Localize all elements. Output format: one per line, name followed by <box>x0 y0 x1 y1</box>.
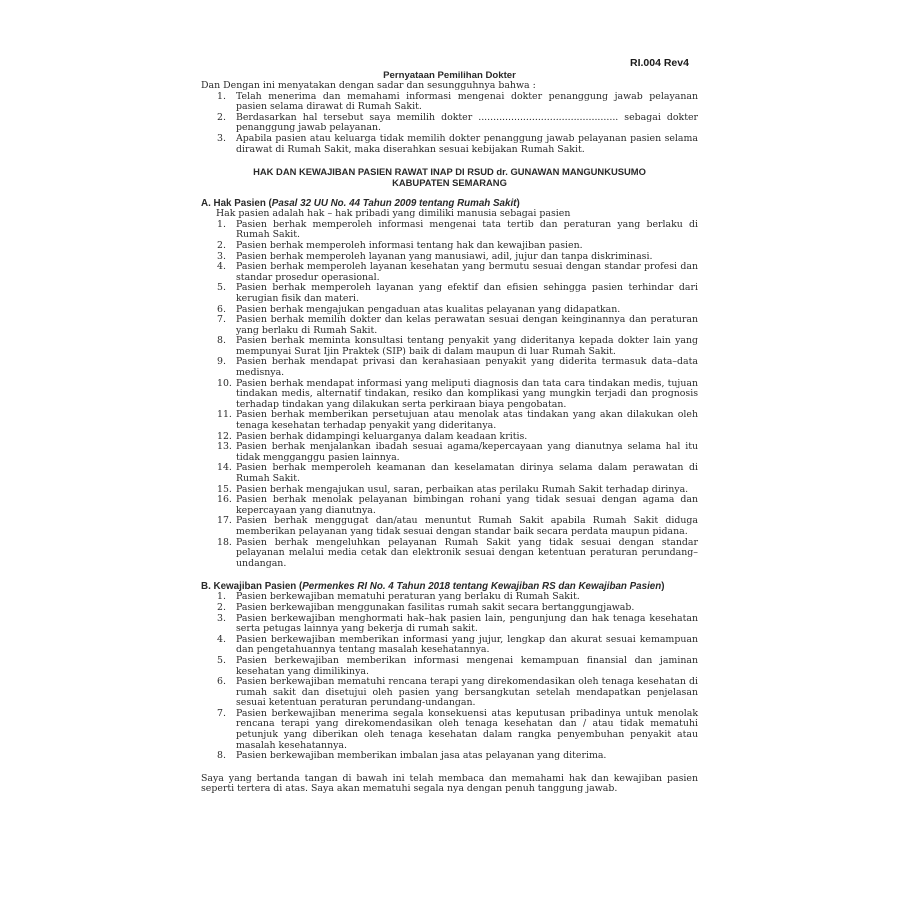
list-item <box>201 379 698 411</box>
item-text: Pasien berhak mengajukan usul, saran, perbaikan atas perilaku Rumah Sakit terhadap dirinya. <box>236 483 689 495</box>
list-item <box>201 614 698 635</box>
item-text: Pasien berkewajiban mematuhi rencana terapi yang direkomendasikan oleh tenaga kesehatan di rumah sakit dan disetujui oleh pasien yang bersangkutan setelah mendapatkan penjelasan sesuai ketentuan peraturan perundang-undangan. <box>236 676 698 709</box>
item-text: Pasien berhak mengeluhkan pelayanan Rumah Sakit yang tidak sesuai dengan standar pelayanan melalui media cetak dan elektronik sesuai dengan ketentuan peraturan perundang–undangan. <box>236 536 698 569</box>
item-text: Pasien berkewajiban menghormati hak–hak pasien lain, pengunjung dan hak tenaga kesehatan serta petugas lainnya yang bekerja di rumah sakit. <box>236 612 698 635</box>
item-text: Pasien berhak didampingi keluarganya dalam keadaan kritis. <box>236 430 528 442</box>
section-a-close: ) <box>516 198 520 210</box>
list-item <box>201 220 698 241</box>
item-number: 16. <box>217 494 232 506</box>
closing-statement: Saya yang bertanda tangan di bawah ini telah membaca dan memahami hak dan kewajiban pasien seperti tertera di atas. Saya akan mematuhi segala nya dengan penuh tanggung jawab. <box>201 772 698 795</box>
list-item <box>201 538 698 570</box>
list-item <box>201 315 698 336</box>
list-item <box>201 709 698 751</box>
item-text: Pasien berhak memperoleh informasi mengenai tata tertib dan peraturan yang berlaku di Rumah Sakit. <box>236 218 698 241</box>
section-a-label: A. Hak Pasien ( <box>201 198 272 210</box>
item-text: Pasien berhak meminta konsultasi tentang penyakit yang dideritanya kepada dokter lain yang mempunyai Surat Ijin Praktek (SIP) baik di dalam maupun di luar Rumah Sakit. <box>236 335 698 357</box>
list-item <box>201 751 698 762</box>
list-item <box>201 656 698 677</box>
list-item <box>201 463 698 484</box>
list-item <box>201 283 698 304</box>
item-number: 14. <box>217 462 232 474</box>
list-item <box>201 262 698 283</box>
item-number: 1. <box>217 591 226 603</box>
item-text: Pasien berkewajiban memberikan imbalan jasa atas pelayanan yang diterima. <box>236 750 607 762</box>
item-number: 15. <box>217 483 232 495</box>
item-text: Pasien berhak memperoleh layanan kesehatan yang bermutu sesuai dengan standar profesi dan standar prosedur operasional. <box>236 261 698 283</box>
item-number: 8. <box>217 750 226 762</box>
choice-intro: Dan Dengan ini menyatakan dengan sadar dan sesungguhnya bahwa : <box>201 80 536 91</box>
list-item <box>201 442 698 463</box>
item-text: Berdasarkan hal tersebut saya memilih dokter ............................................... sebagai dokter penanggung jawab pelayanan. <box>236 111 698 134</box>
list-item <box>201 134 698 155</box>
obligations-list <box>201 592 698 762</box>
section-a-reference: Pasal 32 UU No. 44 Tahun 2009 tentang Rumah Sakit <box>271 198 517 210</box>
item-number: 7. <box>217 707 226 719</box>
list-item <box>201 635 698 656</box>
item-number: 10. <box>217 377 232 389</box>
item-text: Pasien berkewajiban menerima segala konsekuensi atas keputusan pribadinya untuk menolak rencana terapi yang direkomendasikan oleh tenaga kesehatan dan / atau tidak mematuhi petunjuk yang diberikan oleh tenaga kesehatan dalam rangka penyembuhan penyakit atau masalah kesehatannya. <box>236 707 698 751</box>
choice-title: Pernyataan Pemilihan Dokter <box>383 70 516 81</box>
item-number: 4. <box>217 261 226 273</box>
section-b-close: ) <box>661 581 665 593</box>
list-item <box>201 357 698 378</box>
item-text: Pasien berhak mengajukan pengaduan atas kualitas pelayanan yang didapatkan. <box>236 303 621 315</box>
item-number: 11. <box>217 409 232 421</box>
item-text: Pasien berhak memberikan persetujuan atau menolak atas tindakan yang akan dilakukan oleh tenaga kesehatan terhadap penyakit yang dideritanya. <box>236 409 698 432</box>
document-body <box>201 70 698 795</box>
item-text: Pasien berkewajiban memberikan informasi mengenai kemampuan finansial dan jaminan kesehatan yang dimilikinya. <box>236 654 698 677</box>
item-number: 2. <box>217 111 226 123</box>
section-a-intro: Hak pasien adalah hak – hak pribadi yang dimiliki manusia sebagai pasien <box>216 208 571 220</box>
item-text: Pasien berkewajiban mematuhi peraturan yang berlaku di Rumah Sakit. <box>236 591 580 603</box>
item-number: 1. <box>217 90 226 102</box>
item-text: Pasien berhak memperoleh keamanan dan keselamatan dirinya selama dalam perawatan di Rumah Sakit. <box>236 462 698 484</box>
item-number: 4. <box>217 633 226 645</box>
item-number: 7. <box>217 314 226 326</box>
list-item <box>201 677 698 709</box>
choice-list <box>201 92 698 156</box>
item-number: 9. <box>217 356 226 368</box>
item-text: Pasien berhak memilih dokter dan kelas perawatan sesuai dengan keinginannya dan peraturan yang berlaku di Rumah Sakit. <box>236 314 698 336</box>
item-number: 13. <box>217 441 232 453</box>
document-code: RI.004 Rev4 <box>630 57 689 69</box>
section-b-label: B. Kewajiban Pasien ( <box>201 581 303 593</box>
item-number: 3. <box>217 132 226 144</box>
item-number: 6. <box>217 676 226 688</box>
item-text: Pasien berhak memperoleh layanan yang efektif dan efisien sehingga pasien terhindar dari kerugian fisik dan materi. <box>236 282 698 304</box>
list-item <box>201 410 698 431</box>
rights-list <box>201 220 698 570</box>
list-item <box>201 336 698 357</box>
item-number: 1. <box>217 218 226 230</box>
item-number: 12. <box>217 430 232 442</box>
item-text: Pasien berkewajiban menggunakan fasilitas rumah sakit secara bertanggungjawab. <box>236 601 635 613</box>
item-number: 18. <box>217 536 232 548</box>
item-text: Pasien berhak memperoleh layanan yang manusiawi, adil, jujur dan tanpa diskriminasi. <box>236 250 653 262</box>
list-item <box>201 92 698 113</box>
item-text: Pasien berhak menolak pelayanan bimbingan rohani yang tidak sesuai dengan agama dan kepercayaan yang dianutnya. <box>236 494 698 516</box>
item-number: 2. <box>217 239 226 251</box>
list-item <box>201 495 698 516</box>
item-number: 6. <box>217 303 226 315</box>
item-text: Apabila pasien atau keluarga tidak memilih dokter penanggung jawab pelayanan pasien selama dirawat di Rumah Sakit, maka diserahkan sesuai kebijakan Rumah Sakit. <box>236 132 698 155</box>
rights-heading-line1: HAK DAN KEWAJIBAN PASIEN RAWAT INAP DI RSUD dr. GUNAWAN MANGUNKUSUMO <box>253 166 646 178</box>
item-number: 17. <box>217 515 232 527</box>
item-number: 8. <box>217 335 226 347</box>
item-number: 2. <box>217 601 226 613</box>
item-number: 3. <box>217 250 226 262</box>
rights-heading-line2: KABUPATEN SEMARANG <box>392 177 507 189</box>
item-number: 3. <box>217 612 226 624</box>
item-text: Telah menerima dan memahami informasi mengenai dokter penanggung jawab pelayanan pasien selama dirawat di Rumah Sakit. <box>236 90 698 113</box>
item-text: Pasien berhak memperoleh informasi tentang hak dan kewajiban pasien. <box>236 239 583 251</box>
item-text: Pasien berhak mendapat privasi dan kerahasiaan penyakit yang diderita termasuk data–data medisnya. <box>236 356 698 379</box>
item-text: Pasien berkewajiban memberikan informasi yang jujur, lengkap dan akurat sesuai kemampuan dan pengetahuannya tentang masalah kesehatannya. <box>236 633 698 656</box>
item-text: Pasien berhak menjalankan ibadah sesuai agama/kepercayaan yang dianutnya selama hal itu tidak mengganggu pasien lainnya. <box>236 441 698 463</box>
item-number: 5. <box>217 282 226 294</box>
list-item <box>201 113 698 134</box>
item-number: 5. <box>217 654 226 666</box>
list-item <box>201 516 698 537</box>
item-text: Pasien berhak mendapat informasi yang meliputi diagnosis dan tata cara tindakan medis, tujuan tindakan medis, alternatif tindakan, resiko dan komplikasi yang mungkin terjadi dan prognosis terhadap tindakan yang dilakukan serta perkiraan biaya pengobatan. <box>236 377 698 410</box>
section-b-reference: Permenkes RI No. 4 Tahun 2018 tentang Kewajiban RS dan Kewajiban Pasien <box>302 581 662 593</box>
item-text: Pasien berhak menggugat dan/atau menuntut Rumah Sakit apabila Rumah Sakit diduga memberikan pelayanan yang tidak sesuai dengan standar baik secara perdata maupun pidana. <box>236 515 698 537</box>
